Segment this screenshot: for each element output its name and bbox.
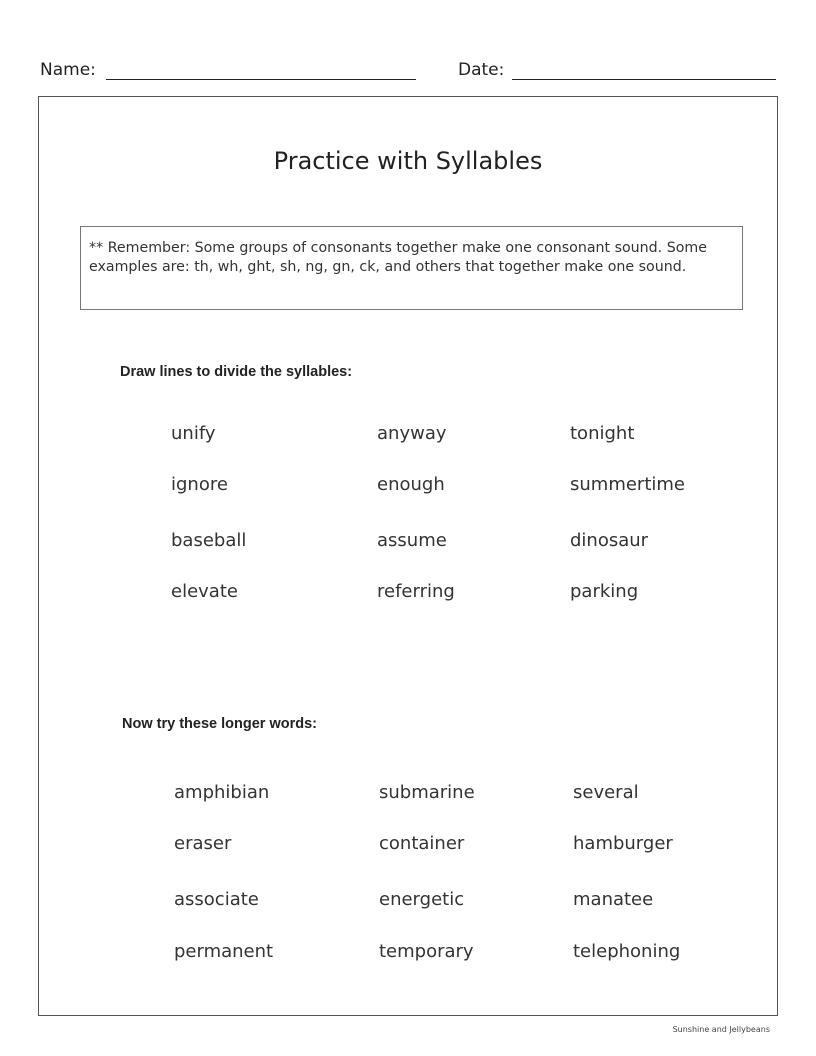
word-item: referring [377,581,455,602]
word-item: temporary [379,941,474,962]
footer-credit: Sunshine and Jellybeans [672,1025,770,1034]
word-item: baseball [171,530,247,551]
word-item: amphibian [174,782,270,803]
word-item: hamburger [573,833,673,854]
date-label: Date: [458,60,505,80]
word-item: summertime [570,474,685,495]
word-item: permanent [174,941,274,962]
word-item: energetic [379,889,465,910]
word-item: unify [171,423,216,444]
word-item: dinosaur [570,530,649,551]
section1-instruction: Draw lines to divide the syllables: [120,364,353,380]
word-item: elevate [171,581,238,602]
word-item: enough [377,474,445,495]
word-item: submarine [379,782,475,803]
word-item: telephoning [573,941,681,962]
name-label: Name: [40,60,96,80]
word-item: anyway [377,423,447,444]
word-item: several [573,782,639,803]
word-item: assume [377,530,447,551]
remember-note: ** Remember: Some groups of consonants together make one consonant sound. Some examples are: th, wh, ght, sh, ng, gn, ck, and others that together make one sound. [80,226,743,310]
section2-instruction: Now try these longer words: [122,716,317,732]
name-blank-line[interactable] [106,79,416,80]
word-item: tonight [570,423,635,444]
word-item: associate [174,889,259,910]
date-blank-line[interactable] [512,79,776,80]
word-item: container [379,833,465,854]
word-item: eraser [174,833,232,854]
word-item: manatee [573,889,654,910]
word-item: parking [570,581,639,602]
page-title: Practice with Syllables [273,147,543,175]
word-item: ignore [171,474,228,495]
